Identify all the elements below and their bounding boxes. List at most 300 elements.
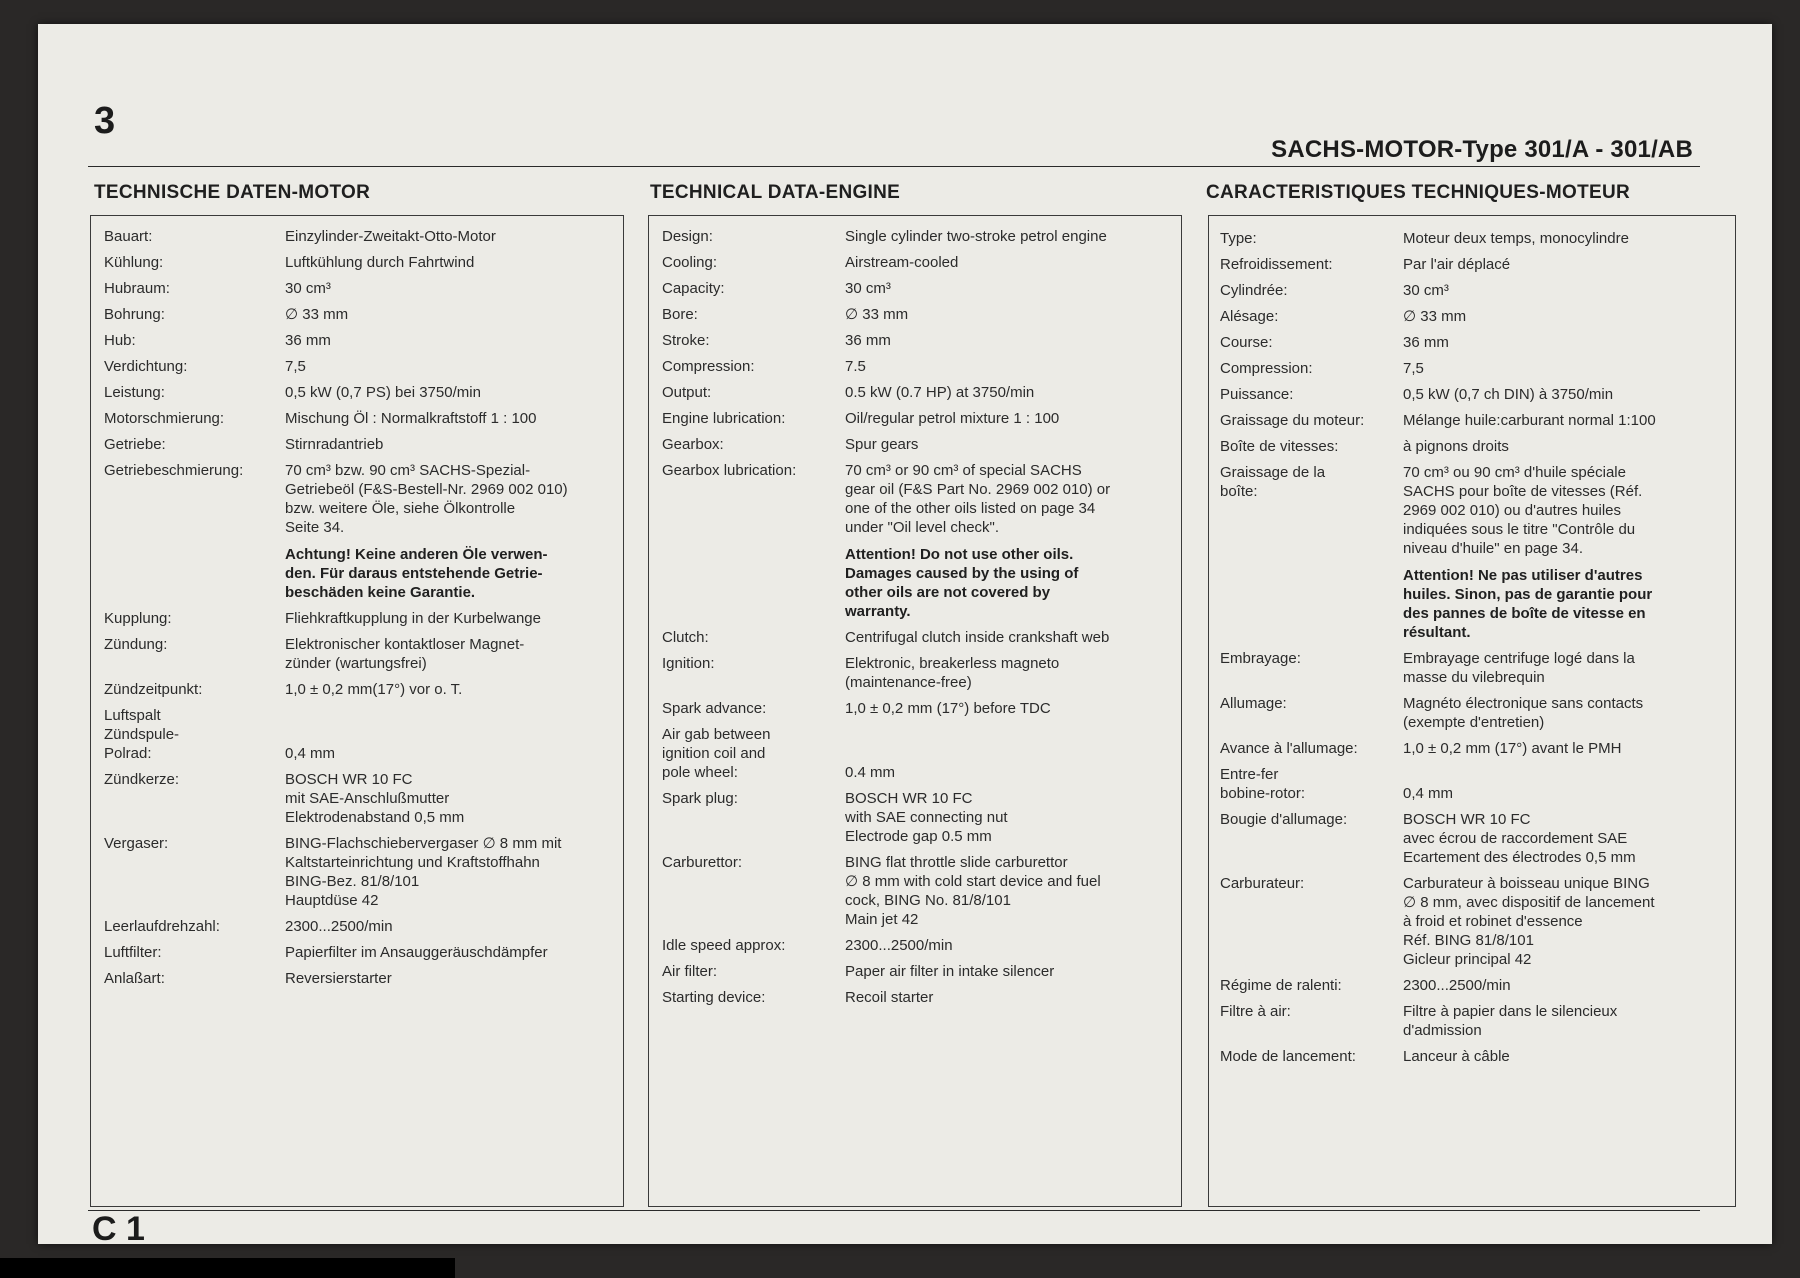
spec-label-line: Graissage de la (1220, 464, 1326, 481)
spec-value-line: with SAE connecting nut (845, 809, 1008, 826)
spec-label-line: Starting device: (662, 989, 766, 1006)
spec-label (104, 461, 285, 609)
spec-value (845, 789, 1180, 853)
spec-label (1220, 739, 1403, 765)
spec-value-line: Reversierstarter (285, 970, 392, 987)
spec-label (662, 853, 845, 936)
spec-label-line: Zündzeitpunkt: (104, 681, 203, 698)
spec-row (104, 279, 622, 305)
spec-label-line: Clutch: (662, 629, 709, 646)
spec-value (845, 383, 1180, 409)
spec-value (845, 461, 1180, 628)
spec-label-line: Puissance: (1220, 386, 1294, 403)
spec-label (104, 331, 285, 357)
spec-value (285, 969, 622, 995)
warning-line: Damages caused by the using of (845, 565, 1079, 582)
column-title-german: TECHNISCHE DATEN-MOTOR (94, 182, 371, 203)
spec-row (104, 435, 622, 461)
spec-label-line: Hub: (104, 332, 136, 349)
spec-label-line: Bohrung: (104, 306, 165, 323)
warning-line: Attention! Do not use other oils. (845, 546, 1074, 563)
spec-label (104, 680, 285, 706)
spec-value-line: Moteur deux temps, monocylindre (1403, 230, 1629, 247)
spec-row (662, 383, 1180, 409)
spec-label (1220, 281, 1403, 307)
spec-value (285, 770, 622, 834)
spec-label (1220, 411, 1403, 437)
spec-value-line: Luftkühlung durch Fahrtwind (285, 254, 475, 271)
spec-row (104, 834, 622, 917)
column-title-english: TECHNICAL DATA-ENGINE (650, 182, 901, 203)
spec-row (662, 357, 1180, 383)
spec-row (1220, 976, 1732, 1002)
spec-row (662, 789, 1180, 853)
spec-row (104, 680, 622, 706)
spec-value (285, 357, 622, 383)
spec-label (1220, 1047, 1403, 1073)
spec-value-line (1403, 765, 1732, 784)
spec-value-line: 70 cm³ bzw. 90 cm³ SACHS-Spezial- (285, 462, 531, 479)
spec-label-line: Carburateur: (1220, 875, 1305, 892)
spec-value-line: 70 cm³ or 90 cm³ of special SACHS (845, 462, 1082, 479)
spec-value-line: 7.5 (845, 358, 866, 375)
spec-value-line: 36 mm (845, 332, 891, 349)
warning-line: beschäden keine Garantie. (285, 584, 476, 601)
spec-value-line: Gicleur principal 42 (1403, 951, 1532, 968)
spec-row (662, 699, 1180, 725)
spec-value (285, 706, 622, 770)
spec-value (1403, 437, 1732, 463)
spec-label-line: Anlaßart: (104, 970, 165, 987)
spec-label (104, 635, 285, 680)
spec-value (1403, 333, 1732, 359)
spec-label-line: pole wheel: (662, 764, 738, 781)
spec-value-line: 0,5 kW (0,7 ch DIN) à 3750/min (1403, 386, 1614, 403)
spec-value-line: 70 cm³ ou 90 cm³ d'huile spéciale (1403, 464, 1626, 481)
spec-label (662, 435, 845, 461)
spec-label-line: Bauart: (104, 228, 153, 245)
spec-label (104, 279, 285, 305)
spec-label (662, 305, 845, 331)
spec-label-line: Compression: (1220, 360, 1313, 377)
spec-row (1220, 229, 1732, 255)
spec-label (104, 969, 285, 995)
spec-value-line: Embrayage centrifuge logé dans la (1403, 650, 1635, 667)
spec-label-line: Hubraum: (104, 280, 170, 297)
spec-label-line: Getriebe: (104, 436, 166, 453)
spec-row (104, 770, 622, 834)
spec-label-line: Design: (662, 228, 713, 245)
warning-line: warranty. (845, 603, 911, 620)
spec-row (662, 654, 1180, 699)
page-number: 3 (94, 100, 116, 142)
spec-value-line: Magnéto électronique sans contacts (1403, 695, 1644, 712)
spec-row (104, 635, 622, 680)
spec-label-line: Spark plug: (662, 790, 738, 807)
spec-row (662, 853, 1180, 936)
spec-value (1403, 359, 1732, 385)
spec-label (1220, 694, 1403, 739)
spec-value-line (285, 706, 622, 725)
spec-value (845, 936, 1180, 962)
spec-value (845, 654, 1180, 699)
spec-row (662, 936, 1180, 962)
spec-row (1220, 333, 1732, 359)
spec-value-line (845, 744, 1180, 763)
spec-row (104, 253, 622, 279)
spec-row (662, 988, 1180, 1014)
spec-value-line: 0.4 mm (845, 764, 896, 781)
spec-value-line: Lanceur à câble (1403, 1048, 1510, 1065)
spec-label-line: Cooling: (662, 254, 718, 271)
spec-value (1403, 281, 1732, 307)
spec-label (662, 962, 845, 988)
spec-value (845, 357, 1180, 383)
spec-value-line: masse du vilebrequin (1403, 669, 1545, 686)
spec-value-line: under "Oil level check". (845, 519, 1000, 536)
spec-value (845, 253, 1180, 279)
spec-row (662, 331, 1180, 357)
spec-value-line: Elektrodenabstand 0,5 mm (285, 809, 465, 826)
manual-page (38, 24, 1772, 1248)
german-spec-table (104, 227, 622, 995)
spec-value-line: ∅ 8 mm with cold start device and fuel (845, 873, 1101, 890)
spec-label-line: Motorschmierung: (104, 410, 225, 427)
spec-value-line: BING-Flachschiebervergaser ∅ 8 mm mit (285, 835, 562, 852)
spec-value-line: Filtre à papier dans le silencieux (1403, 1003, 1618, 1020)
spec-value (285, 635, 622, 680)
spec-label (104, 357, 285, 383)
spec-value (285, 435, 622, 461)
spec-row (104, 609, 622, 635)
spec-label-line: Gearbox lubrication: (662, 462, 797, 479)
spec-value-line: Elektronic, breakerless magneto (845, 655, 1060, 672)
spec-label (662, 654, 845, 699)
spec-value-line: 1,0 ± 0,2 mm (17°) avant le PMH (1403, 740, 1622, 757)
spec-label-line: Air filter: (662, 963, 718, 980)
warranty-warning (845, 545, 1180, 621)
warning-line: résultant. (1403, 624, 1471, 641)
spec-value-line (285, 725, 622, 744)
spec-value-line: BOSCH WR 10 FC (1403, 811, 1531, 828)
spec-row (1220, 359, 1732, 385)
spec-value-line: gear oil (F&S Part No. 2969 002 010) or (845, 481, 1111, 498)
spec-label-line: Kupplung: (104, 610, 172, 627)
spec-value-line: cock, BING No. 81/8/101 (845, 892, 1011, 909)
spec-value-line: Hauptdüse 42 (285, 892, 379, 909)
spec-row (662, 628, 1180, 654)
spec-label-line: Boîte de vitesses: (1220, 438, 1339, 455)
spec-value-line: 7,5 (1403, 360, 1424, 377)
spec-value (1403, 411, 1732, 437)
warning-line: huiles. Sinon, pas de garantie pour (1403, 586, 1653, 603)
spec-label-line: Carburettor: (662, 854, 743, 871)
spec-label (662, 988, 845, 1014)
spec-label (104, 834, 285, 917)
spec-label-line: Type: (1220, 230, 1257, 247)
spec-value-line: Paper air filter in intake silencer (845, 963, 1055, 980)
spec-value (1403, 1047, 1732, 1073)
spec-label-line: bobine-rotor: (1220, 785, 1306, 802)
spec-value-line: Single cylinder two-stroke petrol engine (845, 228, 1107, 245)
spec-row (1220, 1002, 1732, 1047)
spec-value-line: 30 cm³ (285, 280, 331, 297)
spec-value (845, 628, 1180, 654)
spec-label-line: Ignition: (662, 655, 715, 672)
spec-value-line: Einzylinder-Zweitakt-Otto-Motor (285, 228, 496, 245)
spec-row (1220, 649, 1732, 694)
spec-label (662, 699, 845, 725)
spec-value-line: Ecartement des électrodes 0,5 mm (1403, 849, 1636, 866)
english-spec-table (662, 227, 1180, 1014)
spec-value-line: 2969 002 010) ou d'autres huiles (1403, 502, 1622, 519)
spec-row (662, 253, 1180, 279)
spec-value (845, 988, 1180, 1014)
spec-value-line: avec écrou de raccordement SAE (1403, 830, 1628, 847)
spec-value (1403, 385, 1732, 411)
spec-value-line: Réf. BING 81/8/101 (1403, 932, 1534, 949)
spec-value (845, 409, 1180, 435)
spec-label (104, 943, 285, 969)
spec-label-line: Cylindrée: (1220, 282, 1288, 299)
spec-value-line: mit SAE-Anschlußmutter (285, 790, 450, 807)
spec-label (662, 383, 845, 409)
warning-line: des pannes de boîte de vitesse en (1403, 605, 1646, 622)
scan-edge-bar (0, 1258, 455, 1278)
spec-value-line (845, 725, 1180, 744)
spec-label (1220, 385, 1403, 411)
spec-label-line: Allumage: (1220, 695, 1287, 712)
spec-row (104, 706, 622, 770)
spec-value-line: 2300...2500/min (1403, 977, 1511, 994)
spec-label (1220, 255, 1403, 281)
spec-value-line: 2300...2500/min (845, 937, 953, 954)
spec-value (845, 435, 1180, 461)
spec-value-line: Recoil starter (845, 989, 934, 1006)
spec-label (104, 917, 285, 943)
spec-label (104, 609, 285, 635)
spec-value (845, 331, 1180, 357)
spec-value (845, 725, 1180, 789)
spec-value (285, 253, 622, 279)
spec-label (104, 227, 285, 253)
spec-label-line: Refroidissement: (1220, 256, 1333, 273)
spec-row (1220, 874, 1732, 976)
spec-label (662, 936, 845, 962)
spec-value (285, 305, 622, 331)
spec-row (1220, 255, 1732, 281)
spec-value-line: BOSCH WR 10 FC (285, 771, 413, 788)
spec-row (662, 435, 1180, 461)
spec-label (662, 461, 845, 628)
spec-value (845, 699, 1180, 725)
spec-value-line: Elektronischer kontaktloser Magnet- (285, 636, 525, 653)
spec-label (662, 725, 845, 789)
spec-value-line: 1,0 ± 0,2 mm(17°) vor o. T. (285, 681, 463, 698)
french-spec-table (1220, 229, 1732, 1073)
spec-label-line: Polrad: (104, 745, 152, 762)
spec-label-line: Gearbox: (662, 436, 724, 453)
spec-label (1220, 649, 1403, 694)
spec-value-line: 30 cm³ (1403, 282, 1449, 299)
spec-label (104, 770, 285, 834)
spec-value (285, 227, 622, 253)
spec-value-line: Getriebeöl (F&S-Bestell-Nr. 2969 002 010) (285, 481, 568, 498)
spec-row (1220, 307, 1732, 333)
spec-row (1220, 463, 1732, 649)
spec-label (1220, 810, 1403, 874)
spec-row (104, 305, 622, 331)
spec-label (104, 383, 285, 409)
spec-label-line: Stroke: (662, 332, 710, 349)
spec-value-line: ∅ 8 mm, avec dispositif de lancement (1403, 894, 1655, 911)
spec-value (845, 853, 1180, 936)
spec-row (1220, 810, 1732, 874)
spec-label-line: Spark advance: (662, 700, 767, 717)
warranty-warning (1403, 566, 1732, 642)
warning-line: Achtung! Keine anderen Öle verwen- (285, 546, 548, 563)
spec-label (662, 409, 845, 435)
page-header: SACHS-MOTOR-Type 301/A - 301/AB (1271, 136, 1693, 163)
spec-label (1220, 307, 1403, 333)
spec-label (1220, 976, 1403, 1002)
spec-label-line: Avance à l'allumage: (1220, 740, 1358, 757)
spec-label-line: Bougie d'allumage: (1220, 811, 1348, 828)
spec-row (104, 331, 622, 357)
spec-value-line: Spur gears (845, 436, 919, 453)
spec-row (104, 917, 622, 943)
spec-value-line: niveau d'huile" en page 34. (1403, 540, 1583, 557)
spec-label-line: Luftfilter: (104, 944, 162, 961)
spec-value-line: bzw. weitere Öle, siehe Ölkontrolle (285, 500, 516, 517)
spec-value (285, 461, 622, 609)
spec-row (1220, 739, 1732, 765)
spec-label (1220, 1002, 1403, 1047)
spec-label (104, 409, 285, 435)
spec-label (104, 253, 285, 279)
spec-label-line: Filtre à air: (1220, 1003, 1291, 1020)
spec-row (104, 969, 622, 995)
spec-value-line: ∅ 33 mm (845, 306, 909, 323)
spec-label-line: Embrayage: (1220, 650, 1301, 667)
spec-row (1220, 1047, 1732, 1073)
spec-label (662, 357, 845, 383)
column-title-french: CARACTERISTIQUES TECHNIQUES-MOTEUR (1206, 182, 1630, 203)
spec-value-line: d'admission (1403, 1022, 1482, 1039)
spec-row (662, 227, 1180, 253)
spec-value-line: Stirnradantrieb (285, 436, 384, 453)
spec-label (104, 435, 285, 461)
spec-value-line: 2300...2500/min (285, 918, 393, 935)
spec-row (662, 409, 1180, 435)
spec-value-line: 0,5 kW (0,7 PS) bei 3750/min (285, 384, 481, 401)
spec-row (1220, 281, 1732, 307)
spec-value-line: Main jet 42 (845, 911, 919, 928)
spec-value (845, 962, 1180, 988)
spec-label-line: Capacity: (662, 280, 725, 297)
spec-value (285, 680, 622, 706)
spec-value (285, 279, 622, 305)
spec-value (845, 279, 1180, 305)
spec-value-line: one of the other oils listed on page 34 (845, 500, 1096, 517)
spec-value-line: 30 cm³ (845, 280, 891, 297)
spec-value (1403, 874, 1732, 976)
spec-label-line: Verdichtung: (104, 358, 188, 375)
spec-row (1220, 411, 1732, 437)
spec-label-line: Zündspule- (104, 726, 180, 743)
warning-line: den. Für daraus entstehende Getrie- (285, 565, 543, 582)
spec-label (662, 253, 845, 279)
spec-row (104, 227, 622, 253)
spec-label (1220, 463, 1403, 649)
spec-label-line: boîte: (1220, 483, 1258, 500)
spec-value-line: SACHS pour boîte de vitesses (Réf. (1403, 483, 1643, 500)
spec-label-line: Kühlung: (104, 254, 164, 271)
spec-value-line: 0,4 mm (1403, 785, 1454, 802)
spec-value (285, 409, 622, 435)
spec-value-line: (maintenance-free) (845, 674, 972, 691)
spec-row (104, 409, 622, 435)
spec-value-line: 7,5 (285, 358, 306, 375)
spec-value-line: ∅ 33 mm (285, 306, 349, 323)
spec-value-line: Carburateur à boisseau unique BING (1403, 875, 1650, 892)
spec-value (1403, 739, 1732, 765)
spec-value (285, 917, 622, 943)
spec-label-line: Engine lubrication: (662, 410, 786, 427)
spec-value (285, 834, 622, 917)
spec-value-line: Mischung Öl : Normalkraftstoff 1 : 100 (285, 410, 537, 427)
spec-value-line: indiquées sous le titre "Contrôle du (1403, 521, 1636, 538)
spec-value (1403, 976, 1732, 1002)
spec-value-line: Par l'air déplacé (1403, 256, 1511, 273)
spec-label-line: Leistung: (104, 384, 165, 401)
spec-value (1403, 229, 1732, 255)
spec-row (1220, 437, 1732, 463)
spec-value (1403, 255, 1732, 281)
spec-value-line: Oil/regular petrol mixture 1 : 100 (845, 410, 1060, 427)
spec-value (845, 305, 1180, 331)
spec-value-line: zünder (wartungsfrei) (285, 655, 427, 672)
spec-value-line: à froid et robinet d'essence (1403, 913, 1583, 930)
spec-label-line: Mode de lancement: (1220, 1048, 1356, 1065)
spec-label-line: Graissage du moteur: (1220, 412, 1365, 429)
bottom-rule (88, 1210, 1700, 1211)
warning-line: Attention! Ne pas utiliser d'autres (1403, 567, 1643, 584)
spec-value-line: Kaltstarteinrichtung und Kraftstoffhahn (285, 854, 540, 871)
spec-label (1220, 765, 1403, 810)
spec-label-line: Alésage: (1220, 308, 1279, 325)
spec-label-line: Output: (662, 384, 712, 401)
spec-value (1403, 307, 1732, 333)
spec-value (845, 227, 1180, 253)
spec-value-line: Electrode gap 0.5 mm (845, 828, 992, 845)
header-rule (88, 166, 1700, 167)
spec-value-line: (exempte d'entretien) (1403, 714, 1545, 731)
spec-label (1220, 359, 1403, 385)
spec-label-line: Bore: (662, 306, 698, 323)
spec-row (1220, 694, 1732, 739)
section-code: C 1 (92, 1210, 145, 1248)
spec-label-line: Idle speed approx: (662, 937, 786, 954)
warning-line: other oils are not covered by (845, 584, 1051, 601)
spec-row (662, 461, 1180, 628)
spec-row (104, 357, 622, 383)
spec-label (104, 305, 285, 331)
spec-label (662, 628, 845, 654)
spec-value (285, 383, 622, 409)
spec-value (1403, 810, 1732, 874)
spec-label-line: Getriebeschmierung: (104, 462, 244, 479)
